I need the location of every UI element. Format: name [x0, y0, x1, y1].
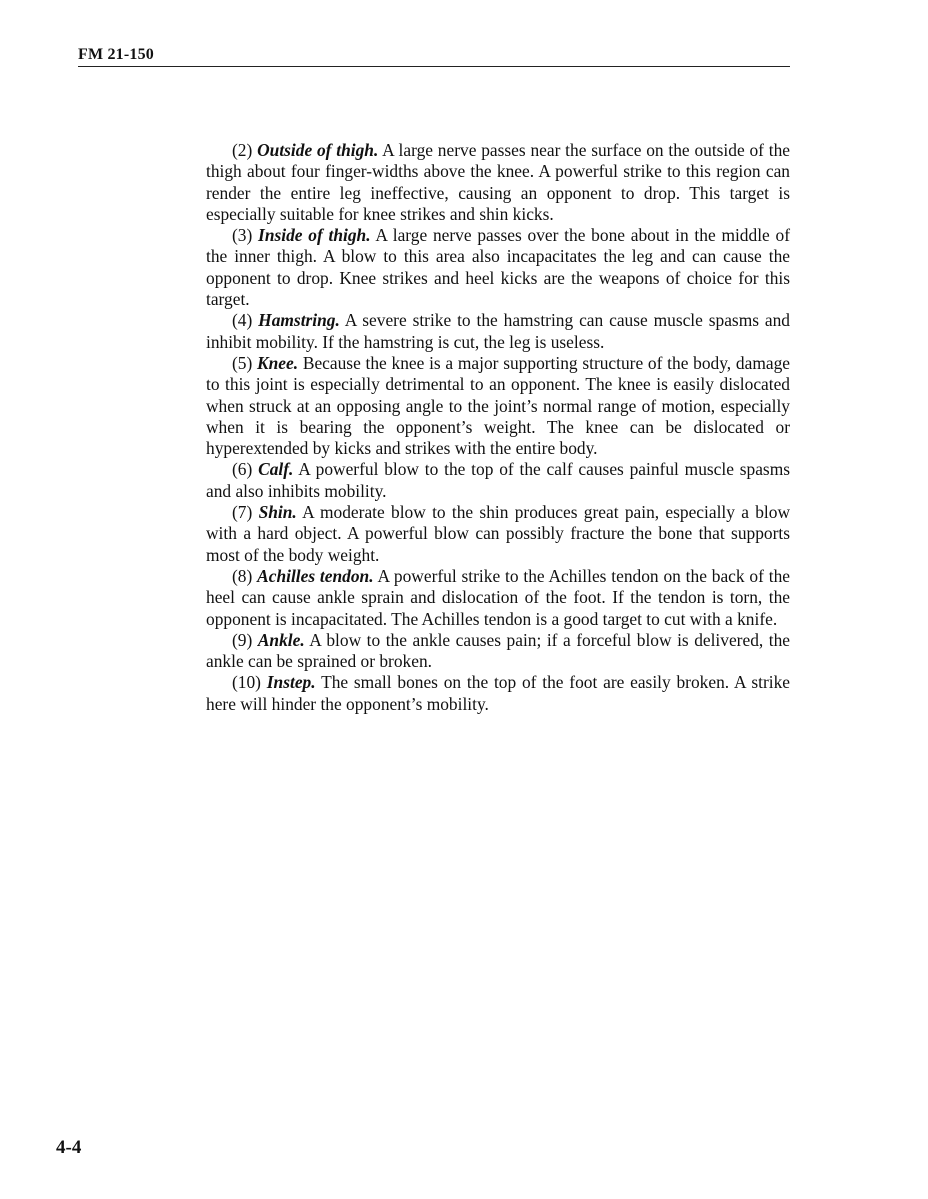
paragraph-number: (6): [232, 459, 253, 480]
paragraph-text: A powerful blow to the top of the calf causes painful muscle spasms and also inhibits mobility.: [206, 459, 790, 501]
paragraph-hamstring: [206, 310, 790, 353]
paragraph-term: Knee.: [257, 352, 299, 373]
paragraph-text: A severe strike to the hamstring can cause muscle spasms and inhibit mobility. If the hamstring is cut, the leg is useless.: [206, 310, 790, 352]
body-text: [206, 140, 790, 715]
paragraph-number: (5): [232, 352, 253, 373]
paragraph-term: Achilles tendon.: [257, 565, 374, 586]
paragraph-number: (2): [232, 140, 253, 160]
paragraph-term: Hamstring.: [258, 310, 340, 331]
paragraph-term: Shin.: [258, 502, 297, 523]
paragraph-number: (3): [232, 225, 253, 246]
paragraph-number: (7): [232, 502, 253, 523]
paragraph-text: A large nerve passes over the bone about in the middle of the inner thigh. A blow to this area also incapacitates the leg and can cause the opponent to drop. Knee strikes and heel kicks are the weapons of choice for this target.: [206, 225, 790, 310]
paragraph-number: (9): [232, 629, 253, 650]
paragraph-text: A large nerve passes near the surface on the outside of the thigh about four finger-widths above the knee. A powerful strike to this region can render the entire leg ineffective, causing an opponent to drop. This target is especially suitable for knee strikes and shin kicks.: [206, 140, 791, 224]
manual-designation: FM 21-150: [78, 46, 155, 63]
paragraph-shin: [206, 502, 790, 566]
page-header: [78, 46, 790, 67]
paragraph-term: Calf.: [258, 459, 294, 480]
paragraph-term: Outside of thigh.: [257, 140, 379, 160]
paragraph-term: Ankle.: [257, 629, 305, 650]
paragraph-text: A blow to the ankle causes pain; if a forceful blow is delivered, the ankle can be sprained or broken.: [206, 629, 790, 672]
paragraph-outside-of-thigh: [206, 140, 790, 225]
paragraph-text: A powerful strike to the Achilles tendon on the back of the heel can cause ankle sprain and dislocation of the foot. If the tendon is torn, the opponent is incapacitated. The Achilles tendon is a good target to cut with a knife.: [206, 565, 791, 629]
paragraph-term: Inside of thigh.: [258, 225, 371, 246]
paragraph-achilles-tendon: [206, 566, 790, 630]
paragraph-ankle: [206, 630, 790, 673]
paragraph-text: Because the knee is a major supporting structure of the body, damage to this joint is especially detrimental to an opponent. The knee is easily dislocated when struck at an opposing angle to the joint’s normal range of motion, especially when it is bearing the opponent’s weight. The knee can be dislocated or hyperextended by kicks and strikes with the entire body.: [206, 352, 790, 459]
paragraph-number: (8): [232, 565, 253, 586]
paragraph-inside-of-thigh: [206, 225, 790, 310]
paragraph-instep: [206, 672, 790, 715]
paragraph-text: A moderate blow to the shin produces great pain, especially a blow with a hard object. A powerful blow can possibly fracture the bone that supports most of the body weight.: [206, 502, 791, 565]
paragraph-text: The small bones on the top of the foot are easily broken. A strike here will hinder the opponent’s mobility.: [206, 672, 790, 714]
paragraph-knee: [206, 353, 790, 459]
paragraph-number: (4): [232, 310, 253, 331]
paragraph-number: (10): [232, 672, 261, 693]
page-number: 4-4: [56, 1137, 82, 1158]
paragraph-term: Instep.: [266, 672, 316, 693]
paragraph-calf: [206, 459, 790, 502]
